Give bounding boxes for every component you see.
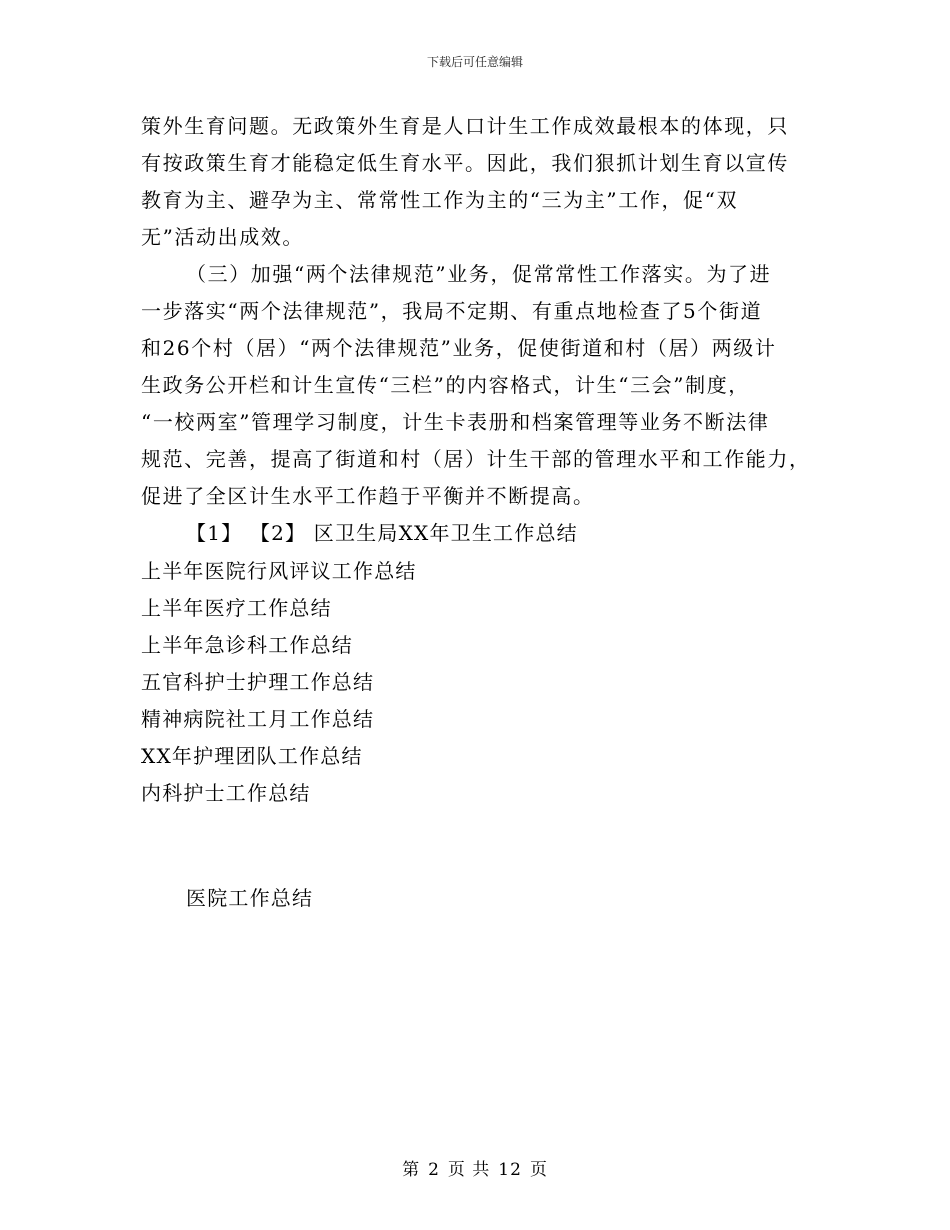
paragraph1-line: 教育为主、避孕为主、常常性工作为主的“三为主”工作，促“双 <box>141 188 739 212</box>
related-link[interactable]: 五官科护士护理工作总结 <box>141 670 375 694</box>
related-link[interactable]: 精神病院社工月工作总结 <box>141 707 375 731</box>
paragraph1-line: 有按政策生育才能稳定低生育水平。因此，我们狠抓计划生育以宣传 <box>141 151 789 175</box>
related-link[interactable]: XX年护理团队工作总结 <box>141 744 363 768</box>
paragraph1-line: 策外生育问题。无政策外生育是人口计生工作成效最根本的体现，只 <box>141 114 789 138</box>
related-link[interactable]: 内科护士工作总结 <box>141 781 311 805</box>
next-article-title: 医院工作总结 <box>186 886 314 910</box>
paragraph2-line: “一校两室”管理学习制度，计生卡表册和档案管理等业务不断法律 <box>141 410 770 434</box>
footer-label: 第 <box>402 1160 421 1180</box>
paragraph2-line: 和26个村（居）“两个法律规范”业务，促使街道和村（居）两级计 <box>141 336 777 360</box>
related-link[interactable]: 上半年急诊科工作总结 <box>141 633 353 657</box>
current-page-number: 2 <box>428 1160 440 1180</box>
paragraph2-line: 促进了全区计生水平工作趋于平衡并不断提高。 <box>141 484 595 508</box>
related-link[interactable]: 上半年医疗工作总结 <box>141 596 332 620</box>
pagination-links[interactable]: 【1】 【2】 区卫生局XX年卫生工作总结 <box>186 521 578 545</box>
page-footer <box>0 1155 950 1180</box>
total-pages: 12 <box>498 1160 522 1180</box>
paragraph2-line: 一步落实“两个法律规范”，我局不定期、有重点地检查了5个街道 <box>141 299 763 323</box>
page-header: 下载后可任意编辑 <box>426 55 523 69</box>
related-link[interactable]: 上半年医院行风评议工作总结 <box>141 559 417 583</box>
paragraph1-line: 无”活动出成效。 <box>141 225 305 249</box>
footer-mid: 页 共 <box>447 1160 491 1180</box>
paragraph2-line: 规范、完善，提高了街道和村（居）计生干部的管理水平和工作能力， <box>141 447 811 471</box>
paragraph2-line: （三）加强“两个法律规范”业务，促常常性工作落实。为了进 <box>186 262 772 286</box>
paragraph2-line: 生政务公开栏和计生宣传“三栏”的内容格式，计生“三会”制度， <box>141 373 750 397</box>
footer-end: 页 <box>529 1160 548 1180</box>
